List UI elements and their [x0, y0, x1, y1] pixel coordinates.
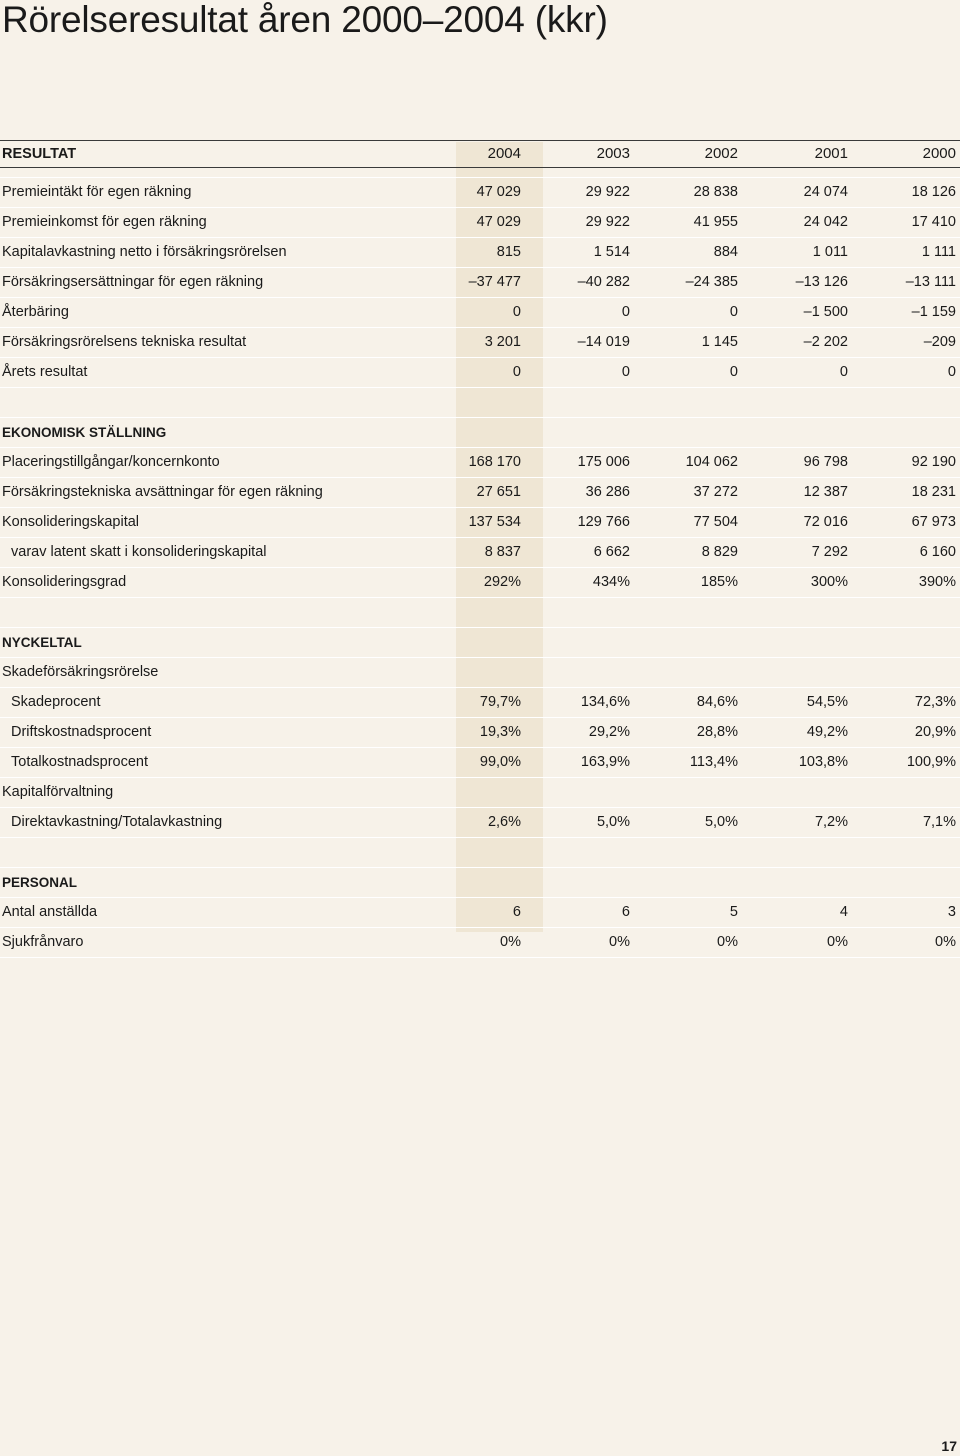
table-row: [0, 237, 960, 267]
cell-value: 100,9%: [906, 754, 956, 770]
row-label: Skadeprocent: [11, 694, 101, 710]
row-label: Försäkringstekniska avsättningar för egen räkning: [2, 484, 323, 500]
cell-value: 292%: [483, 574, 521, 590]
blank-row: [0, 387, 960, 417]
year-header: 2000: [922, 145, 956, 162]
cell-value: 1 514: [593, 244, 630, 260]
cell-value: 72 016: [803, 514, 848, 530]
cell-value: 0: [729, 304, 738, 320]
cell-value: 1 111: [921, 244, 956, 260]
table-row: [0, 447, 960, 477]
cell-value: 0%: [717, 934, 738, 950]
table-row: [0, 717, 960, 747]
cell-value: –1 500: [803, 304, 848, 320]
page-title: Rörelseresultat åren 2000–2004 (kkr): [2, 0, 608, 40]
cell-value: 77 504: [693, 514, 738, 530]
cell-value: –2 202: [803, 334, 848, 350]
table-row: [0, 807, 960, 837]
section-row: [0, 417, 960, 447]
cell-value: 5,0%: [596, 814, 630, 830]
table-row: [0, 927, 960, 958]
cell-value: 6: [621, 904, 630, 920]
row-label: Sjukfrånvaro: [2, 934, 84, 950]
year-header: 2003: [596, 145, 630, 162]
row-label: varav latent skatt i konsolideringskapital: [11, 544, 267, 560]
cell-value: 0: [839, 364, 848, 380]
table-row: [0, 177, 960, 207]
cell-value: –37 477: [468, 274, 521, 290]
table-row: [0, 327, 960, 357]
page-number: 17: [941, 1438, 957, 1454]
cell-value: 129 766: [577, 514, 630, 530]
cell-value: 0%: [935, 934, 956, 950]
cell-value: 47 029: [476, 184, 521, 200]
blank-row: [0, 597, 960, 627]
cell-value: 36 286: [585, 484, 630, 500]
cell-value: 6 662: [593, 544, 630, 560]
cell-value: 0: [512, 304, 521, 320]
table-header-row: [0, 140, 960, 167]
cell-value: 7,1%: [922, 814, 956, 830]
section-row: [0, 627, 960, 657]
cell-value: 434%: [592, 574, 630, 590]
cell-value: 24 042: [803, 214, 848, 230]
section-row: [0, 867, 960, 897]
cell-value: 19,3%: [479, 724, 521, 740]
cell-value: 0%: [609, 934, 630, 950]
cell-value: 2,6%: [487, 814, 521, 830]
cell-value: –13 111: [905, 274, 956, 290]
cell-value: 6 160: [919, 544, 956, 560]
table-row: [0, 297, 960, 327]
cell-value: 24 074: [803, 184, 848, 200]
table-row: [0, 477, 960, 507]
cell-value: 47 029: [476, 214, 521, 230]
section-heading-resultat: RESULTAT: [2, 146, 77, 162]
cell-value: 79,7%: [479, 694, 521, 710]
cell-value: 113,4%: [689, 754, 738, 770]
section-heading-nyckeltal: NYCKELTAL: [2, 635, 82, 650]
subsection-row: [0, 657, 960, 687]
cell-value: 0: [947, 364, 956, 380]
cell-value: 884: [713, 244, 738, 260]
subsection-label: Kapitalförvaltning: [2, 784, 114, 800]
cell-value: 17 410: [911, 214, 956, 230]
row-label: Premieinkomst för egen räkning: [2, 214, 207, 230]
table-row: [0, 687, 960, 717]
cell-value: 27 651: [476, 484, 521, 500]
spacer: [0, 167, 960, 177]
cell-value: 18 231: [911, 484, 956, 500]
row-label: Försäkringsersättningar för egen räkning: [2, 274, 264, 290]
cell-value: 103,8%: [798, 754, 848, 770]
cell-value: 72,3%: [914, 694, 956, 710]
table-row: [0, 537, 960, 567]
year-header: 2004: [487, 145, 521, 162]
results-table: [0, 140, 960, 958]
table-row: [0, 567, 960, 597]
section-heading-ekonomisk: EKONOMISK STÄLLNING: [2, 425, 167, 440]
cell-value: –209: [923, 334, 956, 350]
cell-value: 134,6%: [580, 694, 630, 710]
row-label: Totalkostnadsprocent: [11, 754, 149, 770]
cell-value: 137 534: [468, 514, 521, 530]
cell-value: 175 006: [577, 454, 630, 470]
cell-value: 0: [621, 304, 630, 320]
cell-value: 168 170: [468, 454, 521, 470]
cell-value: 28,8%: [696, 724, 738, 740]
cell-value: 0%: [500, 934, 521, 950]
cell-value: 67 973: [911, 514, 956, 530]
cell-value: 0: [729, 364, 738, 380]
row-label: Placeringstillgångar/koncernkonto: [2, 454, 220, 470]
cell-value: 99,0%: [479, 754, 521, 770]
row-label: Årets resultat: [2, 364, 88, 380]
cell-value: 815: [496, 244, 521, 260]
cell-value: –24 385: [685, 274, 738, 290]
cell-value: 8 837: [484, 544, 521, 560]
cell-value: 4: [839, 904, 848, 920]
row-label: Antal anställda: [2, 904, 98, 920]
cell-value: 29 922: [585, 214, 630, 230]
row-label: Driftskostnadsprocent: [11, 724, 152, 740]
cell-value: 84,6%: [696, 694, 738, 710]
section-heading-personal: PERSONAL: [2, 875, 78, 890]
row-label: Återbäring: [2, 304, 69, 320]
row-label: Direktavkastning/Totalavkastning: [11, 814, 223, 830]
table-row: [0, 897, 960, 927]
cell-value: 185%: [700, 574, 738, 590]
cell-value: –40 282: [577, 274, 630, 290]
table-row: [0, 267, 960, 297]
cell-value: 5,0%: [704, 814, 738, 830]
cell-value: –13 126: [795, 274, 848, 290]
cell-value: 1 145: [701, 334, 738, 350]
cell-value: 0: [621, 364, 630, 380]
cell-value: 28 838: [693, 184, 738, 200]
cell-value: 20,9%: [914, 724, 956, 740]
subsection-label: Skadeförsäkringsrörelse: [2, 664, 159, 680]
cell-value: 96 798: [803, 454, 848, 470]
cell-value: 37 272: [693, 484, 738, 500]
row-label: Kapitalavkastning netto i försäkringsrörelsen: [2, 244, 287, 260]
year-header: 2001: [814, 145, 848, 162]
cell-value: –1 159: [911, 304, 956, 320]
row-label: Konsolideringsgrad: [2, 574, 127, 590]
cell-value: 29 922: [585, 184, 630, 200]
cell-value: 3 201: [484, 334, 521, 350]
cell-value: 3: [947, 904, 956, 920]
blank-row: [0, 837, 960, 867]
cell-value: 41 955: [693, 214, 738, 230]
cell-value: 390%: [918, 574, 956, 590]
cell-value: 163,9%: [580, 754, 630, 770]
cell-value: 104 062: [685, 454, 738, 470]
cell-value: 0%: [827, 934, 848, 950]
cell-value: 5: [729, 904, 738, 920]
year-header: 2002: [704, 145, 738, 162]
cell-value: –14 019: [577, 334, 630, 350]
row-label: Försäkringsrörelsens tekniska resultat: [2, 334, 247, 350]
cell-value: 7,2%: [814, 814, 848, 830]
table-row: [0, 507, 960, 537]
cell-value: 6: [512, 904, 521, 920]
cell-value: 49,2%: [806, 724, 848, 740]
table-row: [0, 207, 960, 237]
subsection-row: [0, 777, 960, 807]
cell-value: 7 292: [811, 544, 848, 560]
cell-value: 29,2%: [588, 724, 630, 740]
cell-value: 8 829: [701, 544, 738, 560]
table-row: [0, 357, 960, 387]
cell-value: 12 387: [803, 484, 848, 500]
cell-value: 0: [512, 364, 521, 380]
cell-value: 18 126: [911, 184, 956, 200]
row-label: Premieintäkt för egen räkning: [2, 184, 192, 200]
cell-value: 300%: [810, 574, 848, 590]
cell-value: 1 011: [812, 244, 848, 260]
table-row: [0, 747, 960, 777]
cell-value: 92 190: [911, 454, 956, 470]
row-label: Konsolideringskapital: [2, 514, 140, 530]
cell-value: 54,5%: [806, 694, 848, 710]
